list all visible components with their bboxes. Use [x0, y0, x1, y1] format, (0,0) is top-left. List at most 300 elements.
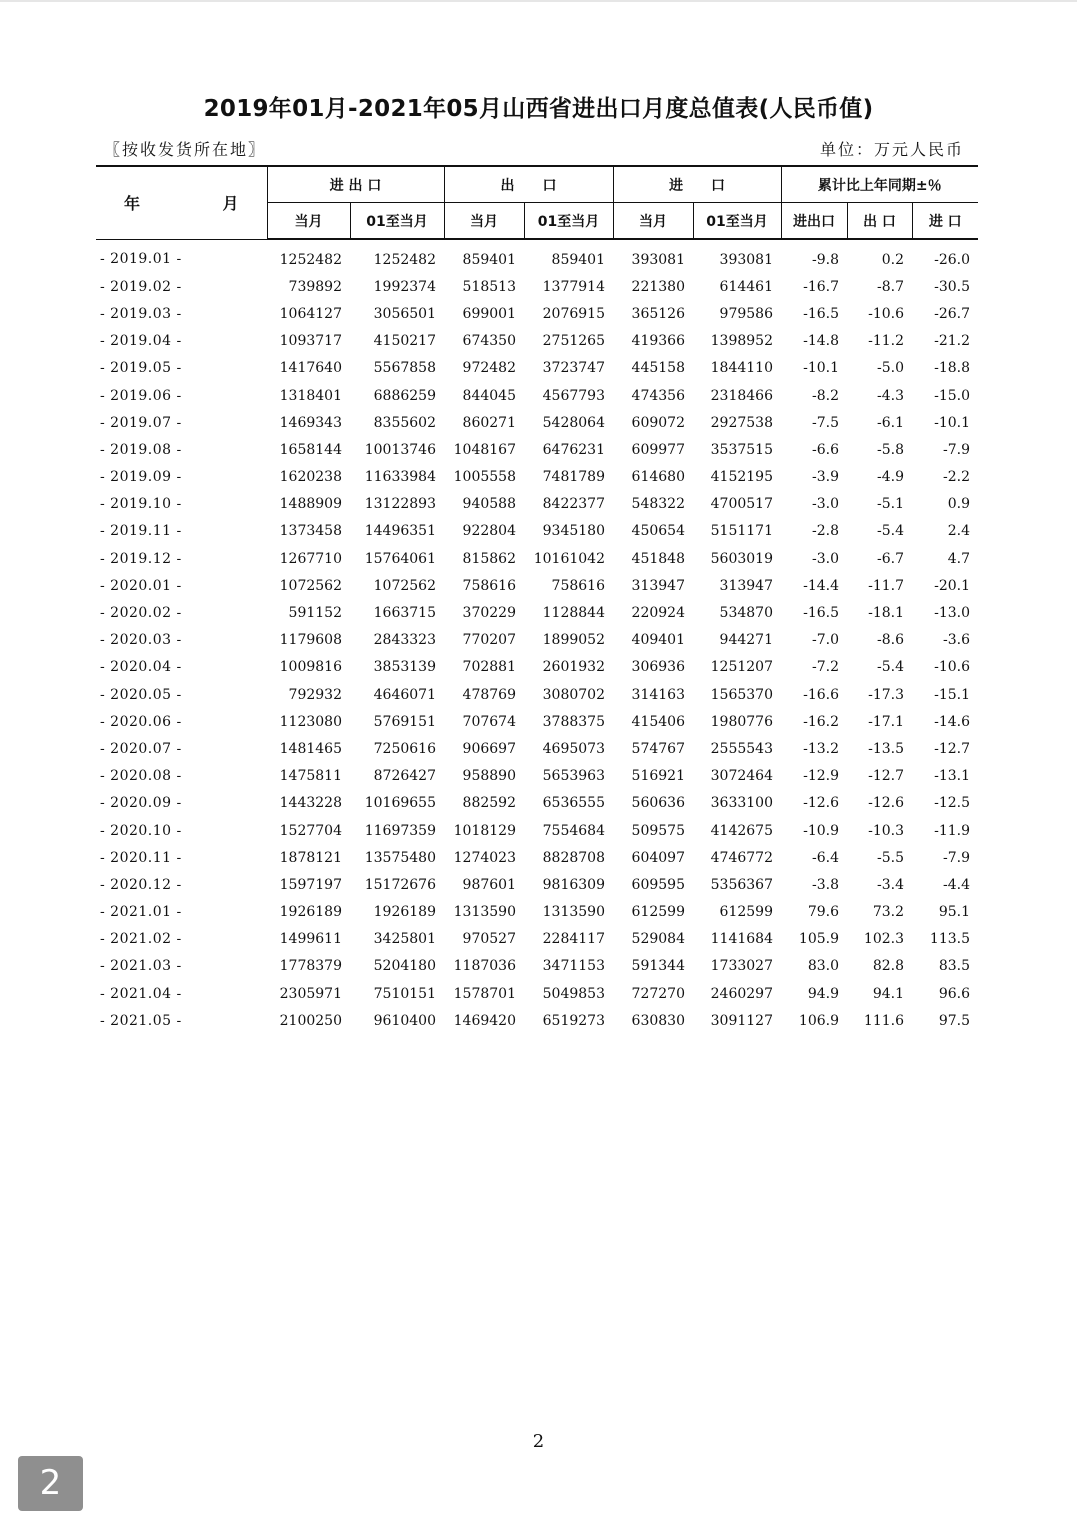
- value-cell: -16.5: [803, 305, 839, 322]
- value-cell: 105.9: [798, 931, 839, 948]
- value-cell: 609977: [631, 441, 685, 458]
- group-growth-header: 累计比上年同期±％: [781, 166, 978, 203]
- table-row: [96, 464, 978, 491]
- table-row: [96, 654, 978, 681]
- value-cell: 1373458: [279, 523, 342, 540]
- value-cell: 1072562: [373, 577, 436, 594]
- value-cell: 7250616: [373, 740, 436, 757]
- value-cell: -12.7: [868, 768, 904, 785]
- value-cell: -14.4: [803, 577, 839, 594]
- value-cell: 6886259: [373, 387, 436, 404]
- value-cell: -11.7: [868, 577, 904, 594]
- value-cell: -11.2: [868, 333, 904, 350]
- table-row: [96, 300, 978, 327]
- value-cell: -5.4: [877, 659, 904, 676]
- period-cell: - 2019.03 -: [100, 305, 182, 322]
- value-cell: 11697359: [364, 822, 436, 839]
- value-cell: -7.9: [943, 849, 971, 866]
- period-cell: - 2019.05 -: [100, 360, 182, 377]
- value-cell: 13575480: [364, 849, 436, 866]
- value-cell: 1578701: [453, 985, 516, 1002]
- value-cell: 82.8: [872, 958, 904, 975]
- period-cell: - 2020.12 -: [100, 876, 182, 893]
- value-cell: -12.5: [934, 795, 971, 812]
- value-cell: -15.1: [934, 686, 971, 703]
- value-cell: 10013746: [364, 441, 436, 458]
- value-cell: 882592: [462, 795, 516, 812]
- value-cell: -7.0: [812, 632, 839, 649]
- value-cell: 313947: [631, 577, 685, 594]
- value-cell: 972482: [462, 360, 516, 377]
- value-cell: 8828708: [542, 849, 605, 866]
- table-row: [96, 572, 978, 599]
- page-badge[interactable]: 2: [18, 1456, 83, 1511]
- value-cell: 111.6: [863, 1012, 904, 1029]
- table-row: [96, 735, 978, 762]
- value-cell: 1141684: [710, 931, 773, 948]
- table-row: [96, 518, 978, 545]
- period-cell: - 2019.02 -: [100, 278, 182, 295]
- value-cell: 5356367: [710, 876, 773, 893]
- period-cell: - 2020.08 -: [100, 768, 182, 785]
- value-cell: -6.7: [877, 550, 904, 567]
- value-cell: -3.0: [812, 496, 839, 513]
- value-cell: -2.8: [812, 523, 839, 540]
- value-cell: 1252482: [279, 251, 342, 268]
- value-cell: -10.9: [803, 822, 839, 839]
- value-cell: 7554684: [542, 822, 605, 839]
- table-row: [96, 382, 978, 409]
- value-cell: -9.8: [812, 251, 839, 268]
- year-label: 年: [124, 194, 141, 214]
- value-cell: -13.2: [803, 740, 839, 757]
- value-cell: 4695073: [542, 740, 605, 757]
- value-cell: 8726427: [373, 768, 436, 785]
- value-cell: -10.6: [868, 305, 904, 322]
- sub-header: 出 口: [847, 203, 912, 240]
- value-cell: 1313590: [453, 904, 516, 921]
- value-cell: 3072464: [710, 768, 773, 785]
- value-cell: 1597197: [279, 876, 342, 893]
- value-cell: 1899052: [542, 632, 605, 649]
- sub-header: 当月: [444, 203, 524, 240]
- period-cell: - 2021.05 -: [100, 1012, 182, 1029]
- value-cell: 4152195: [710, 469, 773, 486]
- value-cell: 1072562: [279, 577, 342, 594]
- value-cell: -16.7: [803, 278, 839, 295]
- value-cell: 2927538: [710, 414, 773, 431]
- value-cell: 94.1: [872, 985, 904, 1002]
- value-cell: 4700517: [710, 496, 773, 513]
- value-cell: 5603019: [710, 550, 773, 567]
- value-cell: 844045: [462, 387, 516, 404]
- value-cell: -10.1: [803, 360, 839, 377]
- table-row: [96, 491, 978, 518]
- value-cell: 3056501: [373, 305, 436, 322]
- value-cell: 1620238: [279, 469, 342, 486]
- period-cell: - 2019.11 -: [100, 523, 182, 540]
- value-cell: 1251207: [710, 659, 773, 676]
- value-cell: -21.2: [934, 333, 971, 350]
- value-cell: 1005558: [453, 469, 516, 486]
- value-cell: 7510151: [373, 985, 436, 1002]
- value-cell: -8.2: [812, 387, 839, 404]
- period-cell: - 2020.10 -: [100, 822, 182, 839]
- value-cell: 450654: [631, 523, 685, 540]
- value-cell: 2.4: [947, 523, 971, 540]
- value-cell: 1488909: [279, 496, 342, 513]
- period-cell: - 2020.01 -: [100, 577, 182, 594]
- period-cell: - 2020.05 -: [100, 686, 182, 703]
- value-cell: 79.6: [807, 904, 839, 921]
- basis-note: 〖按收发货所在地〗: [104, 140, 267, 159]
- value-cell: 739892: [288, 278, 342, 295]
- value-cell: 1469420: [453, 1012, 516, 1029]
- value-cell: 3633100: [710, 795, 773, 812]
- value-cell: 987601: [462, 876, 516, 893]
- period-cell: - 2020.07 -: [100, 740, 182, 757]
- value-cell: 2305971: [279, 985, 342, 1002]
- value-cell: 944271: [719, 632, 773, 649]
- value-cell: 758616: [551, 577, 605, 594]
- value-cell: 5204180: [373, 958, 436, 975]
- value-cell: -7.9: [943, 441, 971, 458]
- period-cell: - 2019.09 -: [100, 469, 182, 486]
- value-cell: -12.9: [803, 768, 839, 785]
- sub-header: 当月: [267, 203, 350, 240]
- value-cell: 612599: [631, 904, 685, 921]
- value-cell: -26.0: [934, 251, 971, 268]
- value-cell: 313947: [719, 577, 773, 594]
- value-cell: 1048167: [453, 441, 516, 458]
- value-cell: 1733027: [710, 958, 773, 975]
- value-cell: 5567858: [373, 360, 436, 377]
- value-cell: 451848: [631, 550, 685, 567]
- value-cell: 860271: [462, 414, 516, 431]
- period-cell: - 2019.01 -: [100, 251, 182, 268]
- value-cell: 7481789: [542, 469, 605, 486]
- value-cell: 6536555: [542, 795, 605, 812]
- value-cell: -16.6: [803, 686, 839, 703]
- value-cell: 5769151: [373, 713, 436, 730]
- table-row: [96, 844, 978, 871]
- value-cell: 534870: [719, 605, 773, 622]
- value-cell: 509575: [631, 822, 685, 839]
- period-cell: - 2019.10 -: [100, 496, 182, 513]
- value-cell: 702881: [462, 659, 516, 676]
- value-cell: 6519273: [542, 1012, 605, 1029]
- value-cell: 97.5: [938, 1012, 971, 1029]
- value-cell: 9345180: [542, 523, 605, 540]
- value-cell: 4746772: [710, 849, 773, 866]
- value-cell: 221380: [631, 278, 685, 295]
- value-cell: 15172676: [364, 876, 436, 893]
- sub-header: 进出口: [781, 203, 847, 240]
- value-cell: -17.1: [868, 713, 904, 730]
- value-cell: -6.1: [877, 414, 904, 431]
- trade-table: [96, 165, 978, 1034]
- value-cell: 591344: [631, 958, 685, 975]
- value-cell: 560636: [631, 795, 685, 812]
- value-cell: 445158: [631, 360, 685, 377]
- value-cell: 518513: [462, 278, 516, 295]
- value-cell: 4150217: [373, 333, 436, 350]
- table-row: [96, 708, 978, 735]
- period-cell: - 2021.01 -: [100, 904, 182, 921]
- value-cell: 10169655: [364, 795, 436, 812]
- value-cell: 1252482: [373, 251, 436, 268]
- value-cell: 419366: [631, 333, 685, 350]
- value-cell: -6.6: [812, 441, 839, 458]
- sub-header: 01至当月: [524, 203, 613, 240]
- value-cell: 3471153: [542, 958, 605, 975]
- value-cell: -4.3: [877, 387, 904, 404]
- table-row: [96, 239, 978, 273]
- value-cell: 1377914: [542, 278, 605, 295]
- value-cell: 2843323: [373, 632, 436, 649]
- value-cell: 95.1: [938, 904, 971, 921]
- value-cell: -8.6: [877, 632, 904, 649]
- value-cell: 1663715: [373, 605, 436, 622]
- period-cell: - 2019.12 -: [100, 550, 182, 567]
- value-cell: 727270: [631, 985, 685, 1002]
- table-row: [96, 953, 978, 980]
- value-cell: 5653963: [542, 768, 605, 785]
- value-cell: 0.2: [881, 251, 904, 268]
- value-cell: -7.5: [812, 414, 839, 431]
- value-cell: 548322: [631, 496, 685, 513]
- value-cell: 591152: [288, 605, 342, 622]
- period-cell: - 2019.04 -: [100, 333, 182, 350]
- value-cell: 2318466: [710, 387, 773, 404]
- value-cell: -4.4: [943, 876, 971, 893]
- value-cell: 529084: [631, 931, 685, 948]
- value-cell: 1475811: [279, 768, 342, 785]
- value-cell: 8355602: [373, 414, 436, 431]
- value-cell: 2076915: [542, 305, 605, 322]
- table-row: [96, 926, 978, 953]
- value-cell: 2555543: [710, 740, 773, 757]
- value-cell: 3080702: [542, 686, 605, 703]
- table-row: [96, 763, 978, 790]
- value-cell: 393081: [719, 251, 773, 268]
- value-cell: 13122893: [364, 496, 436, 513]
- value-cell: 15764061: [364, 550, 436, 567]
- value-cell: 1481465: [279, 740, 342, 757]
- value-cell: 1844110: [710, 360, 773, 377]
- value-cell: 1878121: [279, 849, 342, 866]
- value-cell: -18.1: [868, 605, 904, 622]
- value-cell: -11.9: [934, 822, 971, 839]
- unit-note: 单位：万元人民币: [819, 140, 964, 159]
- value-cell: 614461: [719, 278, 773, 295]
- value-cell: 707674: [462, 713, 516, 730]
- value-cell: 906697: [462, 740, 516, 757]
- value-cell: -5.0: [877, 360, 904, 377]
- value-cell: 3853139: [373, 659, 436, 676]
- value-cell: 609595: [631, 876, 685, 893]
- value-cell: 14496351: [364, 523, 436, 540]
- value-cell: 770207: [462, 632, 516, 649]
- month-label: 月: [222, 194, 239, 214]
- value-cell: -13.5: [868, 740, 904, 757]
- top-border: [0, 0, 1077, 2]
- value-cell: 758616: [462, 577, 516, 594]
- value-cell: 940588: [462, 496, 516, 513]
- value-cell: 5151171: [710, 523, 773, 540]
- value-cell: 83.0: [807, 958, 839, 975]
- value-cell: 5428064: [542, 414, 605, 431]
- value-cell: -14.8: [803, 333, 839, 350]
- table-row: [96, 328, 978, 355]
- value-cell: 1778379: [279, 958, 342, 975]
- table-body: [96, 239, 978, 1034]
- value-cell: 10161042: [533, 550, 605, 567]
- table-row: [96, 273, 978, 300]
- value-cell: 3723747: [542, 360, 605, 377]
- value-cell: -12.7: [934, 740, 971, 757]
- period-cell: - 2019.06 -: [100, 387, 182, 404]
- value-cell: 859401: [551, 251, 605, 268]
- value-cell: 8422377: [542, 496, 605, 513]
- value-cell: 609072: [631, 414, 685, 431]
- value-cell: 958890: [462, 768, 516, 785]
- sub-header: 当月: [613, 203, 693, 240]
- year-month-header: [96, 166, 267, 239]
- value-cell: -3.9: [812, 469, 839, 486]
- value-cell: 2100250: [279, 1012, 342, 1029]
- table-row: [96, 599, 978, 626]
- value-cell: 1469343: [279, 414, 342, 431]
- period-cell: - 2021.04 -: [100, 985, 182, 1002]
- group-export-header: 出 口: [444, 166, 613, 203]
- value-cell: -10.6: [934, 659, 971, 676]
- value-cell: -13.1: [934, 768, 971, 785]
- value-cell: 630830: [631, 1012, 685, 1029]
- table-row: [96, 681, 978, 708]
- value-cell: -16.5: [803, 605, 839, 622]
- period-cell: - 2021.02 -: [100, 931, 182, 948]
- value-cell: 1658144: [279, 441, 342, 458]
- value-cell: 4567793: [542, 387, 605, 404]
- value-cell: 1179608: [279, 632, 342, 649]
- table-row: [96, 545, 978, 572]
- value-cell: 1274023: [453, 849, 516, 866]
- value-cell: 1499611: [279, 931, 342, 948]
- value-cell: 415406: [631, 713, 685, 730]
- value-cell: 3788375: [542, 713, 605, 730]
- value-cell: -26.7: [934, 305, 971, 322]
- value-cell: 970527: [462, 931, 516, 948]
- value-cell: 1926189: [373, 904, 436, 921]
- value-cell: 612599: [719, 904, 773, 921]
- value-cell: 1992374: [373, 278, 436, 295]
- value-cell: -3.6: [943, 632, 971, 649]
- period-cell: - 2020.03 -: [100, 632, 182, 649]
- value-cell: -10.3: [868, 822, 904, 839]
- value-cell: 2284117: [542, 931, 605, 948]
- value-cell: 1267710: [279, 550, 342, 567]
- value-cell: 1926189: [279, 904, 342, 921]
- table-row: [96, 409, 978, 436]
- value-cell: 106.9: [798, 1012, 839, 1029]
- value-cell: 1093717: [279, 333, 342, 350]
- value-cell: 96.6: [938, 985, 971, 1002]
- value-cell: 409401: [631, 632, 685, 649]
- value-cell: 9610400: [373, 1012, 436, 1029]
- period-cell: - 2021.03 -: [100, 958, 182, 975]
- period-cell: - 2020.06 -: [100, 713, 182, 730]
- value-cell: 306936: [631, 659, 685, 676]
- value-cell: 604097: [631, 849, 685, 866]
- value-cell: 113.5: [929, 931, 971, 948]
- value-cell: 393081: [631, 251, 685, 268]
- value-cell: -12.6: [868, 795, 904, 812]
- value-cell: -3.8: [812, 876, 839, 893]
- value-cell: 9816309: [542, 876, 605, 893]
- value-cell: -14.6: [934, 713, 971, 730]
- value-cell: 1187036: [453, 958, 516, 975]
- value-cell: 4646071: [373, 686, 436, 703]
- table-row: [96, 980, 978, 1007]
- table-row: [96, 817, 978, 844]
- value-cell: 314163: [631, 686, 685, 703]
- value-cell: 614680: [631, 469, 685, 486]
- page-title: 2019年01月-2021年05月山西省进出口月度总值表(人民币值): [203, 96, 874, 122]
- value-cell: 792932: [288, 686, 342, 703]
- value-cell: 1128844: [542, 605, 605, 622]
- value-cell: 699001: [462, 305, 516, 322]
- value-cell: 2460297: [710, 985, 773, 1002]
- header-row-groups: [96, 166, 978, 203]
- value-cell: -17.3: [868, 686, 904, 703]
- value-cell: 370229: [462, 605, 516, 622]
- period-cell: - 2019.07 -: [100, 414, 182, 431]
- value-cell: 2751265: [542, 333, 605, 350]
- table-row: [96, 436, 978, 463]
- table-row: [96, 1007, 978, 1034]
- value-cell: 1318401: [279, 387, 342, 404]
- value-cell: -20.1: [934, 577, 971, 594]
- period-cell: - 2020.04 -: [100, 659, 182, 676]
- value-cell: -8.7: [877, 278, 904, 295]
- value-cell: 1527704: [279, 822, 342, 839]
- value-cell: 674350: [462, 333, 516, 350]
- value-cell: -10.1: [934, 414, 971, 431]
- value-cell: 1123080: [279, 713, 342, 730]
- value-cell: 1064127: [279, 305, 342, 322]
- value-cell: 1443228: [279, 795, 342, 812]
- value-cell: 1565370: [710, 686, 773, 703]
- value-cell: 474356: [631, 387, 685, 404]
- period-cell: - 2020.09 -: [100, 795, 182, 812]
- value-cell: -6.4: [812, 849, 839, 866]
- value-cell: 365126: [631, 305, 685, 322]
- table-row: [96, 871, 978, 898]
- value-cell: 102.3: [863, 931, 904, 948]
- value-cell: -16.2: [803, 713, 839, 730]
- sub-header: 01至当月: [350, 203, 444, 240]
- value-cell: 1980776: [710, 713, 773, 730]
- value-cell: 2601932: [542, 659, 605, 676]
- value-cell: 1417640: [279, 360, 342, 377]
- table-row: [96, 627, 978, 654]
- value-cell: -7.2: [812, 659, 839, 676]
- value-cell: 0.9: [947, 496, 971, 513]
- value-cell: -5.4: [877, 523, 904, 540]
- value-cell: 815862: [462, 550, 516, 567]
- value-cell: 73.2: [872, 904, 904, 921]
